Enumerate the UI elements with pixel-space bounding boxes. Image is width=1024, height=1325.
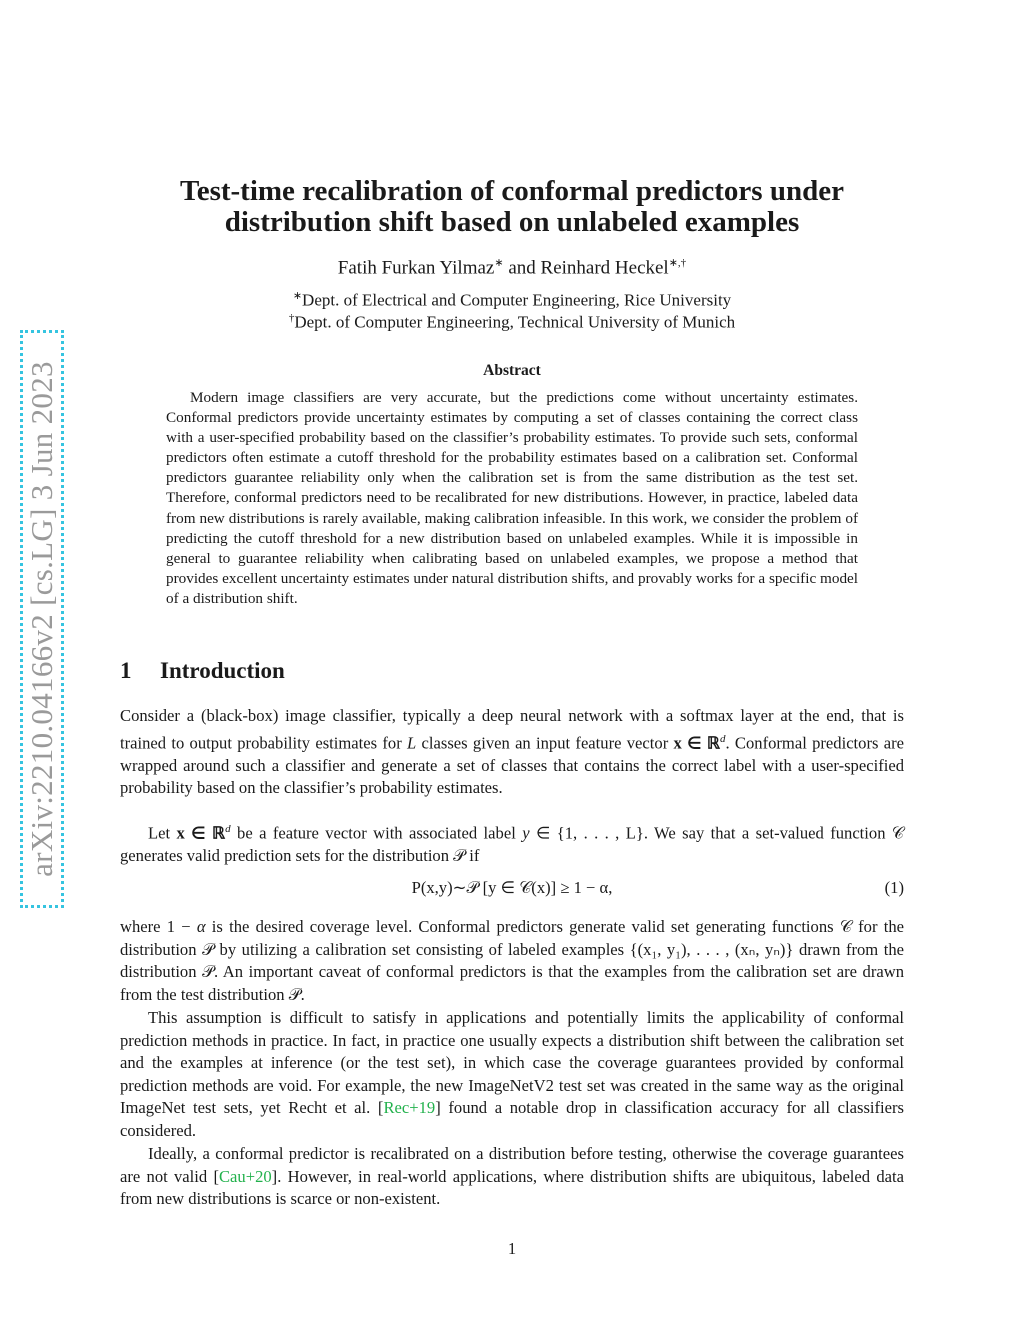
citation-link[interactable]: Cau+20 bbox=[218, 1166, 272, 1186]
text-run: Let bbox=[148, 823, 177, 843]
text-run: be a feature vector with associated label bbox=[230, 823, 523, 843]
affiliation bbox=[120, 289, 904, 311]
math-symbol: 𝒫 bbox=[202, 962, 215, 982]
math-symbol: α bbox=[196, 917, 206, 936]
paragraph bbox=[120, 916, 904, 1006]
text-run: ] found a notable drop in classification accuracy for all classifiers considered. bbox=[120, 1098, 904, 1140]
text-run: where 1 − bbox=[120, 917, 197, 936]
section-heading bbox=[120, 658, 285, 684]
author-line bbox=[120, 256, 904, 279]
paragraph bbox=[120, 1143, 904, 1211]
citation-link[interactable]: Rec+19 bbox=[383, 1098, 436, 1118]
text-run: is the desired coverage level. Conformal predictors generate valid set generating functions bbox=[205, 917, 840, 936]
paragraph bbox=[120, 705, 904, 800]
abstract-text: Modern image classifiers are very accurate, but the predictions come without uncertainty estimates. Conformal predictors provide uncertainty estimates by computing a set of classes containing the correct class with a user-specified probability based on the classifier’s probability estimates. To provide such sets, conformal predictors often estimate a cutoff threshold for the probability estimates based on a calibration set. Conformal predictors guarantee reliability only when the calibration set is from the same distribution as the test set. Therefore, conformal predictors need to be recalibrated for new distributions. However, in practice, labeled data from new distributions is rarely available, making calibration infeasible. In this work, we consider the problem of predicting the cutoff threshold for a new distribution based on unlabeled examples. While it is impossible in general to guarantee reliability when calibrating based on unlabeled examples, we propose a method that provides excellent uncertainty estimates under natural distribution shifts, and provably works for a specific model of a distribution shift. bbox=[166, 389, 858, 607]
author-name: Reinhard Heckel bbox=[540, 257, 669, 279]
math-symbol: ∈ {1, . . . , L} bbox=[535, 823, 644, 843]
paragraph bbox=[120, 1007, 904, 1143]
math-symbol: d bbox=[719, 732, 726, 745]
math-symbol: y bbox=[522, 823, 530, 843]
affiliation-text: Dept. of Electrical and Computer Engineering, Rice University bbox=[302, 290, 732, 310]
text-run: for the distribution bbox=[120, 917, 905, 959]
text-run: . Conformal predictors are wrapped around such a classifier and generate a set of classes that contains the correct label with a user-specified probability based on the classifier’s probability estimates. bbox=[120, 733, 904, 798]
text-run: . We say that a set-valued function bbox=[643, 823, 892, 843]
equation-body: P(x,y)∼𝒫 [y ∈ 𝒞(x)] ≥ 1 − α, bbox=[411, 878, 613, 897]
math-symbol: 𝒞 bbox=[891, 823, 904, 843]
paragraph bbox=[120, 818, 904, 868]
page-number: 1 bbox=[507, 1239, 517, 1258]
arxiv-side-stamp bbox=[20, 330, 64, 908]
equation-1 bbox=[120, 878, 904, 904]
text-run: ]. However, in real-world applications, where distribution shifts are ubiquitous, labeled data from new distributions is scarce or non-existent. bbox=[120, 1166, 904, 1209]
author-mark: ∗ bbox=[494, 257, 504, 269]
text-run: by utilizing a calibration set consisting of labeled examples bbox=[214, 939, 630, 959]
text-run: . An important caveat of conformal predictors is that the examples from the calibration set are drawn from the test distribution bbox=[120, 962, 904, 1004]
author-connector: and bbox=[503, 257, 541, 279]
author-name: Fatih Furkan Yilmaz bbox=[337, 257, 495, 279]
text-run: This assumption is difficult to satisfy in applications and potentially limits the applicability of conformal prediction methods in practice. In fact, in practice one usually expects a distribution shift between the calibration set and the examples at inference (or the test set), in which case the coverage guarantees provided by conformal prediction methods are void. For example, the new ImageNetV2 test set was created in the same way as the original ImageNet test sets, yet Recht et al. [ bbox=[120, 1008, 904, 1118]
math-symbol: 𝒞 bbox=[839, 917, 852, 936]
section-title: Introduction bbox=[160, 658, 285, 683]
affiliation bbox=[120, 312, 904, 333]
math-symbol: x ∈ ℝ bbox=[176, 823, 226, 843]
section-number: 1 bbox=[120, 658, 132, 683]
text-run: drawn from the distribution bbox=[120, 939, 905, 982]
equation-number: (1) bbox=[884, 878, 904, 897]
arxiv-identifier: arXiv:2210.04166v2 [cs.LG] 3 Jun 2023 bbox=[24, 361, 59, 877]
affiliation-mark: ∗ bbox=[292, 290, 303, 302]
text-run: generates valid prediction sets for the distribution bbox=[120, 846, 454, 866]
math-symbol: x ∈ ℝ bbox=[673, 733, 720, 753]
math-symbol: 𝒫 bbox=[202, 939, 215, 959]
text-run: Ideally, a conformal predictor is recalibrated on a distribution before testing, otherwise the coverage guarantees are not valid [ bbox=[120, 1144, 904, 1186]
math-symbol: 𝒫 bbox=[288, 984, 301, 1004]
author-mark: ∗,† bbox=[668, 257, 687, 269]
paper-title: Test-time recalibration of conformal predictors under distribution shift based on unlabeled examples bbox=[180, 175, 844, 238]
math-symbol: {(x₁, y₁), . . . , (xₙ, yₙ)} bbox=[629, 939, 794, 959]
math-symbol: 𝒫 bbox=[453, 846, 466, 866]
affiliation-text: Dept. of Computer Engineering, Technical University of Munich bbox=[294, 312, 736, 332]
text-run: . bbox=[300, 984, 305, 1004]
text-run: Consider a (black-box) image classifier, typically a deep neural network with a softmax layer at the end, that is trained to output probability estimates for bbox=[120, 706, 904, 753]
text-run: if bbox=[465, 846, 480, 866]
math-symbol: L bbox=[407, 733, 417, 753]
abstract-heading: Abstract bbox=[483, 362, 541, 379]
affiliation-mark: † bbox=[288, 312, 295, 324]
text-run: classes given an input feature vector bbox=[416, 733, 674, 753]
math-symbol: d bbox=[225, 823, 231, 835]
